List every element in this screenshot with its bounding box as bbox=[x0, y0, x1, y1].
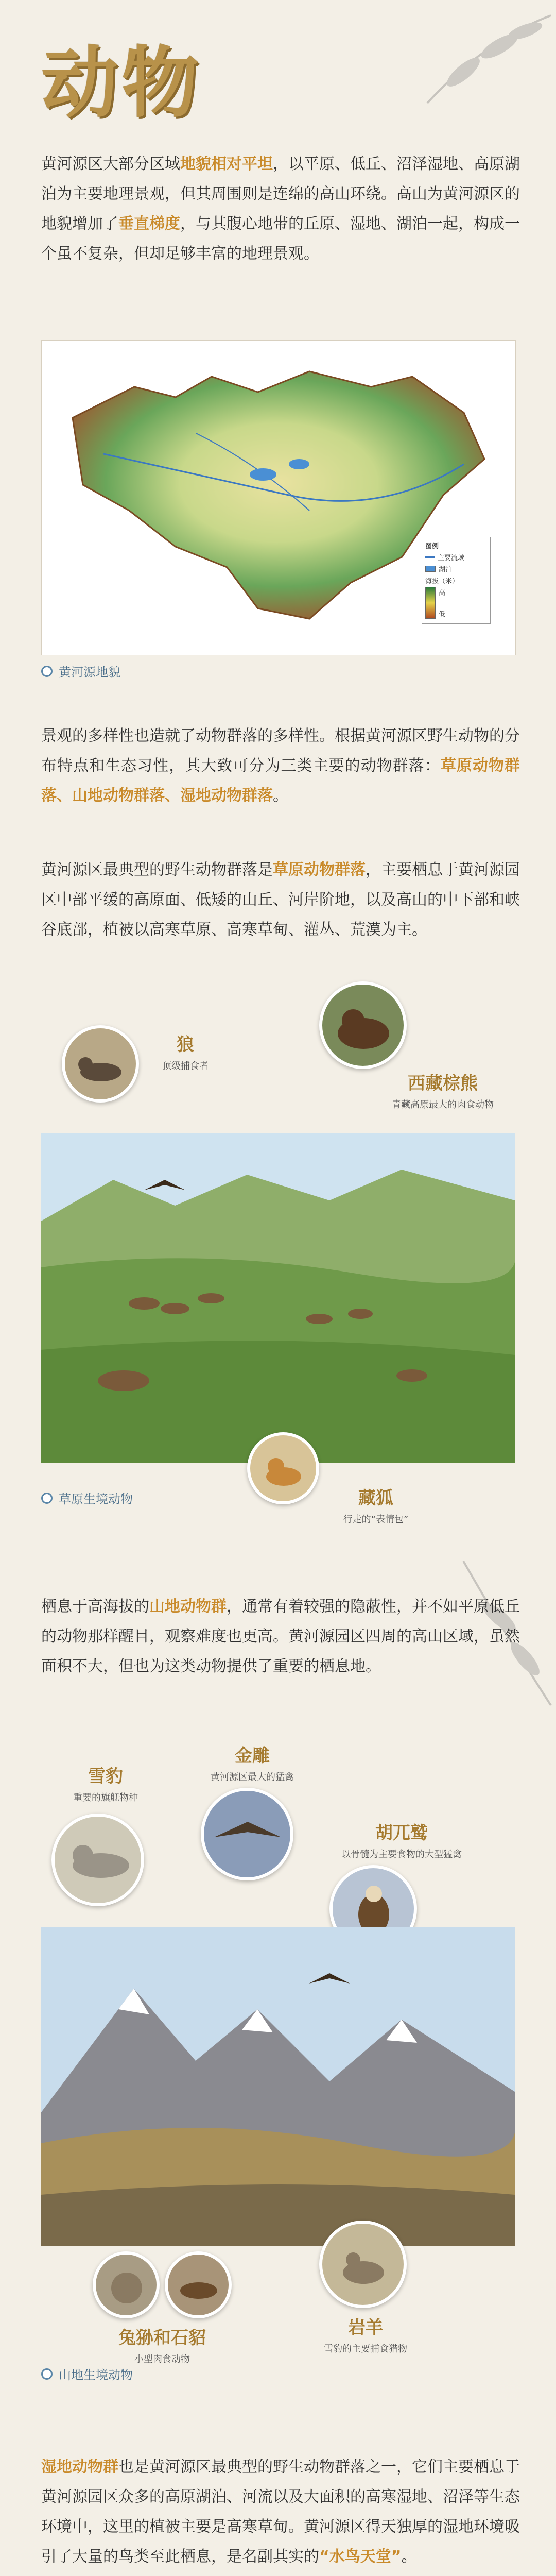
wolf-name: 狼 bbox=[177, 1035, 194, 1055]
wetland-text-b: 。 bbox=[401, 2548, 417, 2566]
legend-altitude-gradient bbox=[425, 587, 436, 619]
bear-portrait bbox=[319, 981, 407, 1069]
bear-name: 西藏棕熊 bbox=[408, 1073, 478, 1094]
rabbit-sub: 小型肉食动物 bbox=[134, 2354, 190, 2365]
mountain-text-b: ，通常有着较强的隐蔽性，并不如平原低丘的动物那样醒目，观察难度也更高。黄河源园区四周的高山区域，虽然面积不大，但也为这类动物提供了重要的栖息地。 bbox=[41, 1598, 520, 1675]
legend-row-altitude bbox=[425, 587, 487, 619]
map-caption bbox=[41, 662, 120, 680]
legend-high: 高 bbox=[439, 589, 446, 597]
mountain-caption bbox=[41, 2365, 133, 2383]
wolf-portrait bbox=[62, 1025, 139, 1103]
legend-river: 主要流域 bbox=[438, 554, 465, 562]
leopard-name: 雪豹 bbox=[88, 1766, 123, 1787]
grassland-paragraph bbox=[41, 855, 520, 945]
fox-name: 藏狐 bbox=[358, 1488, 393, 1509]
mountain-paragraph bbox=[41, 1592, 520, 1682]
wetland-highlight-2: “水鸟天堂” bbox=[319, 2548, 402, 2566]
wetland-highlight-1: 湿地动物群 bbox=[41, 2458, 118, 2476]
map-caption-text: 黄河源地貌 bbox=[59, 665, 120, 680]
diversity-highlight: 草原动物群落、山地动物群落、湿地动物群落 bbox=[41, 757, 520, 805]
eagle-label bbox=[185, 1741, 319, 1783]
rabbit-label bbox=[88, 2324, 237, 2365]
legend-title: 图例 bbox=[425, 543, 439, 550]
intro-text-a: 黄河源区大部分区域 bbox=[41, 155, 180, 173]
grassland-text-a: 黄河源区最典型的野生动物群落是 bbox=[41, 861, 273, 879]
map-legend bbox=[422, 537, 491, 624]
mountain-text-a: 栖息于高海拔的 bbox=[41, 1598, 149, 1616]
leopard-label bbox=[46, 1762, 165, 1804]
legend-row-lake bbox=[425, 564, 487, 573]
fox-label bbox=[324, 1484, 427, 1526]
leaf-decoration-icon bbox=[422, 10, 556, 113]
legend-altitude: 海拔（米） bbox=[425, 578, 459, 585]
fox-portrait bbox=[247, 1432, 319, 1504]
diversity-paragraph bbox=[41, 721, 520, 811]
grassland-caption bbox=[41, 1489, 133, 1507]
title-wrap bbox=[41, 21, 202, 132]
wetland-text-a: 也是黄河源区最典型的野生动物群落之一，它们主要栖息于黄河源园区众多的高原湖泊、河流以及大面积的高寒湿地、沼泽等生态环境中，这里的植被主要是高寒草甸。黄河源区得天独厚的湿地环境吸引了大量的鸟类至此栖息，是名副其实的 bbox=[41, 2458, 520, 2566]
vulture-sub: 以骨髓为主要食物的大型猛禽 bbox=[341, 1849, 462, 1860]
fox-sub: 行走的“表情包” bbox=[343, 1514, 409, 1525]
grassland-highlight: 草原动物群落 bbox=[273, 861, 366, 879]
intro-text-c: ，与其腹心地带的丘原、湿地、湖泊一起，构成一个虽不复杂，但却足够丰富的地理景观。 bbox=[41, 215, 520, 263]
terrain-map bbox=[41, 340, 516, 655]
legend-row-river bbox=[425, 552, 487, 562]
manul-portrait bbox=[93, 2251, 160, 2318]
sheep-label bbox=[288, 2313, 443, 2355]
mountain-caption-text: 山地生境动物 bbox=[59, 2368, 133, 2382]
diversity-text-a: 景观的多样性也造就了动物群落的多样性。根据黄河源区野生动物的分布特点和生态习性，其大致可分为三类主要的动物群落： bbox=[41, 727, 520, 775]
grassland-illustration bbox=[41, 1133, 515, 1463]
intro-highlight-flat: 地貌相对平坦 bbox=[180, 155, 273, 173]
mountain-highlight: 山地动物群 bbox=[149, 1598, 227, 1616]
intro-highlight-gradient: 垂直梯度 bbox=[118, 215, 180, 233]
mountain-illustration bbox=[41, 1927, 515, 2246]
leopard-portrait bbox=[51, 1814, 144, 1906]
wolf-label bbox=[129, 1030, 242, 1072]
caption-dot-icon bbox=[41, 1493, 53, 1504]
legend-lake: 湖泊 bbox=[439, 566, 453, 573]
legend-low: 低 bbox=[439, 611, 446, 618]
bear-sub: 青藏高原最大的肉食动物 bbox=[392, 1099, 494, 1110]
eagle-portrait bbox=[201, 1788, 293, 1880]
leopard-sub: 重要的旗舰物种 bbox=[73, 1792, 138, 1803]
wolf-sub: 顶级捕食者 bbox=[162, 1061, 208, 1072]
wetland-paragraph bbox=[41, 2452, 520, 2572]
sheep-name: 岩羊 bbox=[348, 2317, 383, 2338]
eagle-name: 金雕 bbox=[235, 1745, 270, 1766]
intro-paragraph bbox=[41, 149, 520, 269]
bharal-portrait bbox=[319, 2221, 407, 2308]
grassland-caption-text: 草原生境动物 bbox=[59, 1492, 133, 1506]
eagle-sub: 黄河源区最大的猛禽 bbox=[211, 1772, 294, 1783]
diversity-text-b: 。 bbox=[273, 787, 288, 805]
marten-portrait bbox=[165, 2251, 232, 2318]
vulture-label bbox=[319, 1819, 484, 1860]
grassland-text-b: ，主要栖息于黄河源园区中部平缓的高原面、低矮的山丘、河岸阶地，以及高山的中下部和峡谷底部，植被以高寒草原、高寒草甸、灌丛、荒漠为主。 bbox=[41, 861, 520, 939]
sheep-sub: 雪豹的主要捕食猎物 bbox=[324, 2344, 407, 2354]
caption-dot-icon bbox=[41, 666, 53, 677]
bear-label bbox=[371, 1069, 515, 1111]
caption-dot-icon bbox=[41, 2368, 53, 2380]
intro-text-b: ，以平原、低丘、沼泽湿地、高原湖泊为主要地理景观，但其周围则是连绵的高山环绕。高山为黄河源区的地貌增加了 bbox=[41, 155, 520, 233]
vulture-name: 胡兀鹫 bbox=[375, 1823, 428, 1843]
rabbit-name: 兔狲和石貂 bbox=[118, 2328, 206, 2348]
page-title: 动物 bbox=[41, 38, 202, 128]
